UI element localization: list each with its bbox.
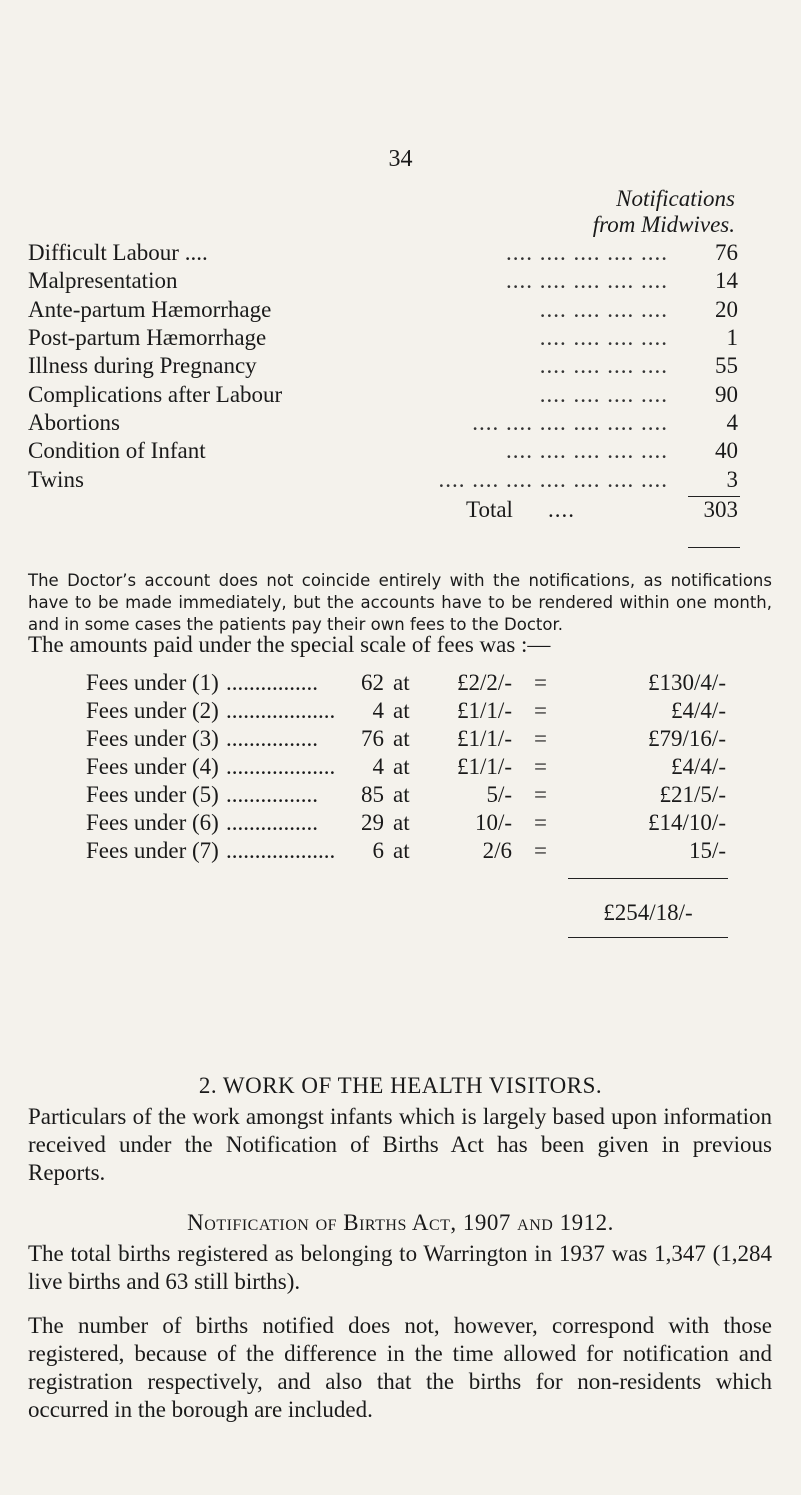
fee-rate: 2/6 (482, 838, 512, 863)
column-heading-line2: from Midwives. (592, 212, 735, 237)
fee-leader: ................ (226, 810, 318, 835)
row-label: Complications after Labour (28, 382, 283, 407)
fee-equals: = (534, 670, 547, 695)
row-leader: .... .... .... .... .... .... (472, 410, 668, 435)
row-label: Abortions (28, 410, 120, 435)
fee-count: 4 (372, 698, 384, 723)
fee-count: 4 (372, 754, 384, 779)
fees-rule-bottom (568, 937, 728, 938)
fee-at: at (393, 698, 410, 723)
row-value: 40 (715, 438, 738, 463)
fee-leader: ................... (226, 698, 336, 723)
row-value: 90 (715, 382, 738, 407)
fee-amount: £4/4/- (671, 754, 726, 779)
fee-rate: 10/- (474, 810, 512, 835)
fee-at: at (393, 726, 410, 751)
table-row (86, 670, 726, 696)
table-row (86, 698, 726, 724)
fee-count: 29 (361, 810, 384, 835)
table-row (28, 353, 738, 379)
table-row (86, 810, 726, 836)
row-value: 3 (726, 467, 738, 492)
row-leader: .... .... .... .... (539, 297, 668, 322)
table-row (28, 410, 738, 436)
fee-label: Fees under (2) (86, 698, 219, 723)
table-row (86, 726, 726, 752)
fee-amount: £21/5/- (659, 782, 726, 807)
fee-at: at (393, 838, 410, 863)
row-value: 76 (715, 240, 738, 265)
row-leader: .... .... .... .... (539, 382, 668, 407)
row-label: Twins (28, 467, 84, 492)
subheading: Notification of Births Act, 1907 and 1912. (187, 1210, 614, 1235)
row-label: Post-partum Hæmorrhage (28, 325, 267, 350)
row-value: 20 (715, 297, 738, 322)
table-row (86, 782, 726, 808)
row-label: Malpresentation (28, 268, 178, 293)
table-row (28, 268, 738, 294)
table-row (28, 325, 738, 351)
fees-rule-top (568, 878, 728, 879)
section-title: 2. WORK OF THE HEALTH VISITORS. (198, 1073, 603, 1098)
row-value: 1 (726, 325, 738, 350)
fee-label: Fees under (1) (86, 670, 219, 695)
fee-rate: 5/- (486, 782, 512, 807)
fee-rate: £1/1/- (457, 698, 512, 723)
fee-leader: ................ (226, 726, 318, 751)
doctor-note: The Doctor’s account does not coincide entirely with the notifications, as notifications have to be made immediately, but the accounts have to be rendered within one month, and in some cases the patients pay their own fees to the Doctor. (28, 571, 772, 634)
fee-equals: = (534, 726, 547, 751)
fee-equals: = (534, 782, 547, 807)
row-leader: .... .... .... .... .... (506, 438, 668, 463)
fee-count: 62 (361, 670, 384, 695)
fee-count: 6 (372, 838, 384, 863)
fee-at: at (393, 670, 410, 695)
table-row (28, 240, 738, 266)
row-value: 4 (726, 410, 738, 435)
row-label: Difficult Labour .... (28, 240, 208, 265)
row-label: Illness during Pregnancy (28, 353, 257, 378)
total-leader: .... (548, 497, 575, 522)
table-row (28, 297, 738, 323)
table-row (28, 382, 738, 408)
fee-count: 85 (361, 782, 384, 807)
row-value: 55 (715, 353, 738, 378)
notified-paragraph: The number of births notified does not, however, correspond with those registered, because of the difference in the time allowed for notification and registration respectively, and also that the births for non-residents which occurred in the borough are included. (28, 1313, 772, 1422)
fee-equals: = (534, 698, 547, 723)
fee-leader: ................ (226, 782, 318, 807)
fee-equals: = (534, 838, 547, 863)
row-leader: .... .... .... .... .... (506, 268, 668, 293)
table-row (86, 754, 726, 780)
row-label: Condition of Infant (28, 438, 206, 463)
total-rule-bottom (688, 547, 740, 548)
fee-rate: £1/1/- (457, 726, 512, 751)
fee-amount: £79/16/- (648, 726, 726, 751)
fee-leader: ................... (226, 754, 336, 779)
column-heading-line1: Notifications (616, 186, 735, 211)
page-number: 34 (388, 146, 413, 172)
row-leader: .... .... .... .... .... (506, 240, 668, 265)
fee-label: Fees under (6) (86, 810, 219, 835)
fee-at: at (393, 754, 410, 779)
row-leader: .... .... .... .... .... .... .... (438, 467, 668, 492)
fee-count: 76 (361, 726, 384, 751)
fee-at: at (393, 810, 410, 835)
fee-amount: £130/4/- (648, 670, 726, 695)
row-label: Ante-partum Hæmorrhage (28, 297, 272, 322)
section-paragraph: Particulars of the work amongst infants which is largely based upon information received under the Notification of Births Act has been given in previous Reports. (28, 1104, 772, 1185)
fee-leader: ................ (226, 670, 318, 695)
notifications-column-heading (593, 186, 735, 238)
row-leader: .... .... .... .... (539, 325, 668, 350)
row-value: 14 (715, 268, 738, 293)
fee-amount: £14/10/- (648, 810, 726, 835)
fee-leader: ................... (226, 838, 336, 863)
fee-amount: £4/4/- (671, 698, 726, 723)
fee-label: Fees under (3) (86, 726, 219, 751)
fee-rate: £2/2/- (457, 670, 512, 695)
fee-at: at (393, 782, 410, 807)
table-row (28, 438, 738, 464)
fee-equals: = (534, 754, 547, 779)
fee-amount: 15/- (688, 838, 726, 863)
fee-rate: £1/1/- (457, 754, 512, 779)
fee-label: Fees under (4) (86, 754, 219, 779)
row-leader: .... .... .... .... (539, 353, 668, 378)
fees-total: £254/18/- (603, 900, 693, 925)
fees-intro: The amounts paid under the special scale of fees was :— (28, 632, 551, 657)
table-row (86, 838, 726, 864)
fee-equals: = (534, 810, 547, 835)
total-value: 303 (703, 497, 738, 522)
total-label: Total (466, 497, 513, 522)
births-paragraph: The total births registered as belonging to Warrington in 1937 was 1,347 (1,284 live births and 63 still births). (28, 1241, 772, 1294)
table-row (28, 467, 738, 493)
fee-label: Fees under (5) (86, 782, 219, 807)
fee-label: Fees under (7) (86, 838, 219, 863)
